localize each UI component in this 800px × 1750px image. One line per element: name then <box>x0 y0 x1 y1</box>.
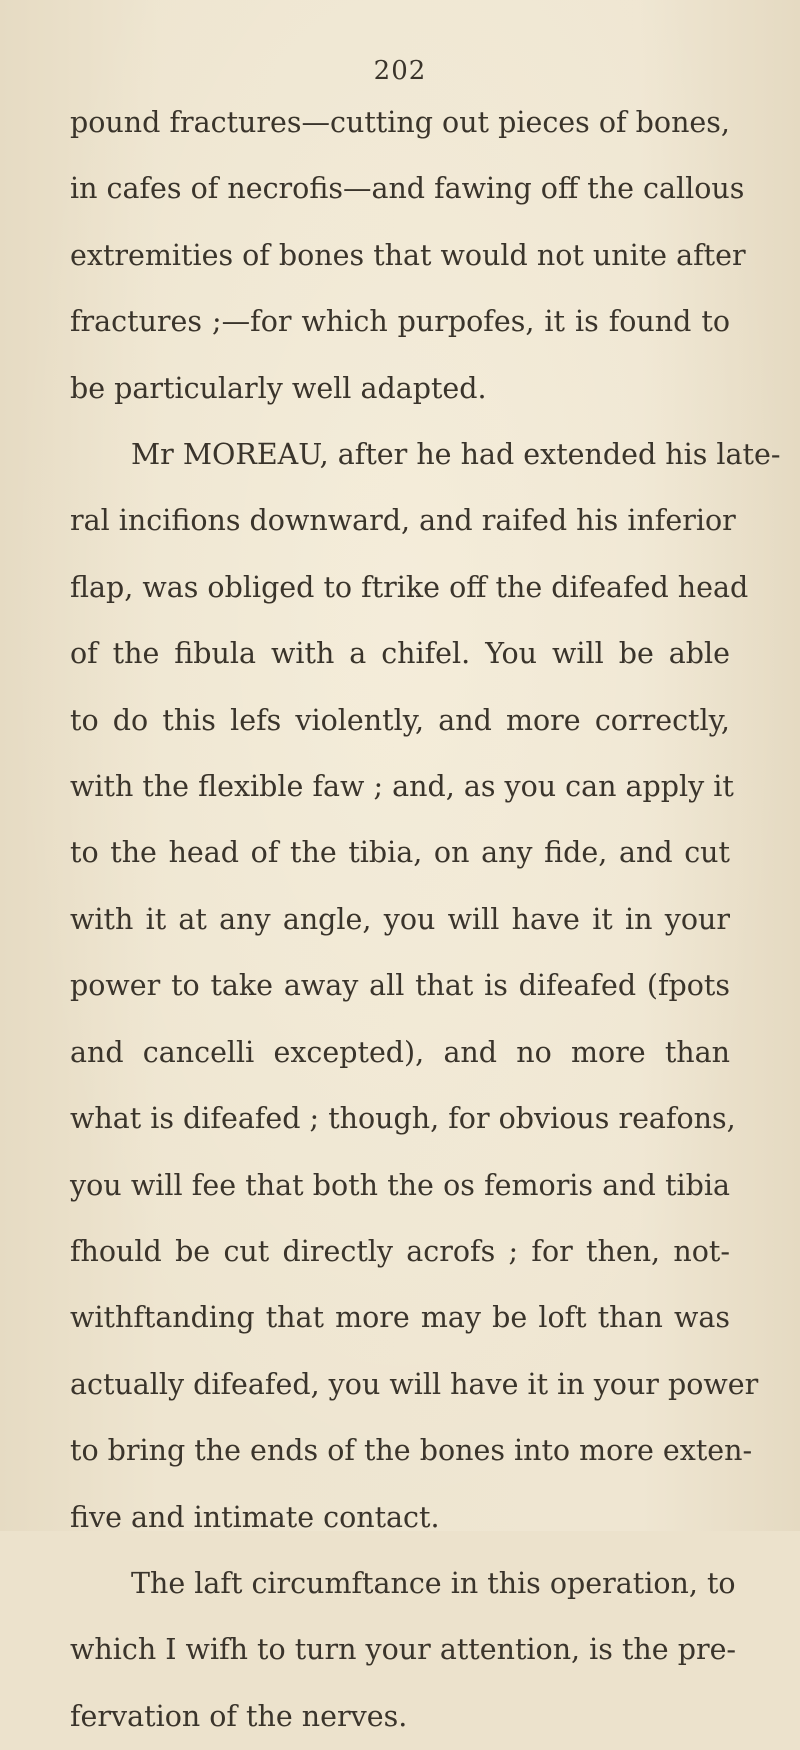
page-number: 202 <box>373 56 427 86</box>
text-line: pound fractures—cutting out pieces of bones, <box>70 106 730 139</box>
text-line: The laft circumftance in this operation, to <box>131 1566 736 1600</box>
text-line: of the fibula with a chifel. You will be able <box>70 637 730 671</box>
text-line: fhould be cut directly acrofs ; for then, not- <box>70 1234 730 1268</box>
text-line: power to take away all that is difeafed (fpots <box>70 969 730 1003</box>
text-line: fervation of the nerves. <box>70 1699 408 1733</box>
text-line: five and intimate contact. <box>70 1500 440 1534</box>
text-line: extremities of bones that would not unite after <box>70 238 746 272</box>
text-line: actually difeafed, you will have it in your power <box>70 1367 759 1401</box>
text-line: fractures ;—for which purpofes, it is found to <box>70 305 730 339</box>
text-line: to do this lefs violently, and more correctly, <box>70 703 730 737</box>
text-line: with the flexible faw ; and, as you can apply it <box>70 770 734 804</box>
text-line: ral incifions downward, and raifed his inferior <box>70 504 736 538</box>
text-line: Mr MOREAU, after he had extended his late- <box>131 438 781 472</box>
text-line: which I wifh to turn your attention, is the pre- <box>70 1633 737 1667</box>
text-line: and cancelli excepted), and no more than <box>70 1035 730 1069</box>
text-line: be particularly well adapted. <box>70 371 487 405</box>
text-line: to the head of the tibia, on any fide, and cut <box>70 836 730 870</box>
text-line: with it at any angle, you will have it in your <box>70 902 730 936</box>
text-line: flap, was obliged to ftrike off the difeafed head <box>70 570 749 604</box>
body-text <box>70 90 781 1750</box>
text-line: to bring the ends of the bones into more exten- <box>70 1434 753 1468</box>
text-line: in cafes of necrofis—and fawing off the callous <box>70 172 745 206</box>
text-line: withftanding that more may be loft than was <box>70 1301 730 1335</box>
text-line: you will fee that both the os femoris and tibia <box>70 1168 730 1202</box>
text-line: what is difeafed ; though, for obvious reafons, <box>70 1102 736 1136</box>
